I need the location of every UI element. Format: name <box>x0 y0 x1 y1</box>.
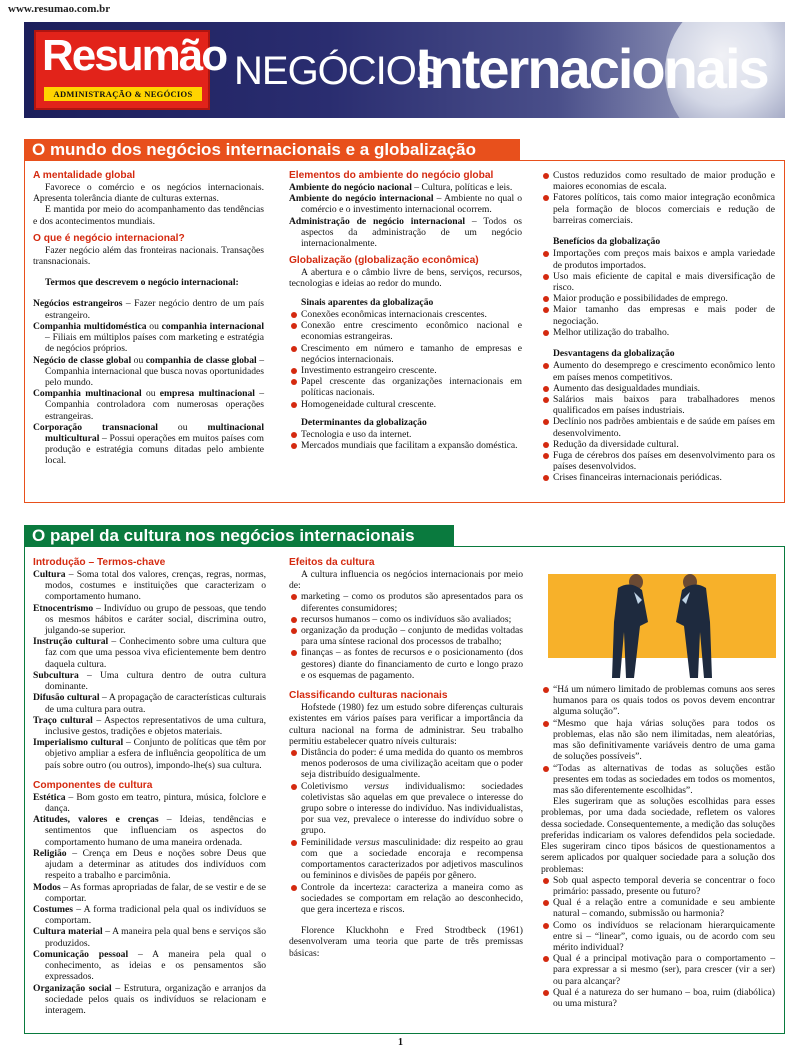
term-entry <box>289 216 522 250</box>
section1-col3 <box>541 170 775 484</box>
term-definition: – Companhia controladora com numerosas operações estrangeiras. <box>45 388 264 422</box>
list-item <box>289 837 523 882</box>
page-title-part2: Internacionais <box>416 37 768 100</box>
list-item: Aumento do desemprego e crescimento econômico lento em países menos competitivos. <box>541 360 775 382</box>
term-name: Corporação transnacional <box>33 421 158 433</box>
term-name: Subcultura <box>33 669 79 681</box>
term-name: Costumes <box>33 904 73 915</box>
level-text: individualismo: sociedades coletivistas são aquelas em que prevalece o interesse do grupo sobre o interesse do indivíduo. Nas individualistas, por sua vez, prevalece o interesse do indivíduo sobre o grupo. <box>301 780 523 837</box>
heading: Classificando culturas nacionais <box>289 690 448 702</box>
term-entry <box>33 848 266 882</box>
list-item: Uso mais eficiente de capital e mais diversificação de risco. <box>541 271 775 293</box>
logo-word: Resumão <box>42 31 227 80</box>
term-definition: – Possui operações em muitos países com produção e estratégia comuns ditadas pelo ambiente local. <box>45 433 264 467</box>
term-name: Difusão cultural <box>33 692 100 704</box>
term-connector: ou <box>157 421 208 433</box>
list-item: Crises financeiras internacionais periódicas. <box>541 472 775 483</box>
term-name: Administração de negócio internacional <box>289 215 466 227</box>
list-item <box>289 882 523 916</box>
term-entry <box>33 904 266 926</box>
heading: Componentes de cultura <box>33 779 153 791</box>
term-name: Ambiente do negócio nacional <box>289 181 412 193</box>
paragraph: Fazer negócio além das fronteiras nacionais. Transações transnacionais. <box>33 244 264 267</box>
term-definition: – A forma tradicional pela qual os indivíduos se comportam. <box>45 904 266 927</box>
list-item: Fuga de cérebros dos países em desenvolvimento para os países desenvolvidos. <box>541 450 775 472</box>
list-item <box>289 781 523 837</box>
site-url[interactable]: www.resumao.com.br <box>8 3 111 15</box>
subheading: Termos que descrevem o negócio internacional: <box>45 277 239 289</box>
list-item: organização da produção – conjunto de medidas voltadas para uma síntese racional dos processos de trabalho; <box>289 625 523 647</box>
paragraph: Eles sugeriram que as soluções escolhidas para esses problemas, por uma dada sociedade, refletem os valores dessa sociedade. Consequentemente, a medição das soluções preferidas indicariam os valores defendidos pela sociedade. Eles sugeriram cinco tipos básicos de questionamentos a serem aplicados por qualquer sociedade para a solução dos problemas: <box>541 796 775 875</box>
term-name: Cultura <box>33 568 66 580</box>
term-entry <box>289 193 522 215</box>
term-entry <box>33 670 266 692</box>
term-entry <box>33 569 266 603</box>
term-definition: – Cultura, políticas e leis. <box>411 181 513 193</box>
section2-title: O papel da cultura nos negócios internacionais <box>24 525 454 547</box>
term-definition: – Filiais em múltiplos países com marketing e estratégia de negócios próprios. <box>45 332 264 355</box>
term-name: Comunicação pessoal <box>33 948 129 960</box>
page-title-part1: NEGÓCIOS <box>234 49 442 93</box>
paragraph: Florence Kluckhohn e Fred Strodtbeck (1961) desenvolveram uma teoria que parte de três premissas básicas: <box>289 925 523 959</box>
list-item: “Todas as alternativas de todas as soluções estão presentes em todas as sociedades em todos os momentos, mas são diferentemente escolhidas”. <box>541 763 775 797</box>
level-versus: versus <box>355 836 380 848</box>
term-entry <box>33 388 264 422</box>
term-name: Modos <box>33 881 61 893</box>
term-name: companhia internacional <box>161 320 265 332</box>
term-name: Atitudes, valores e crenças <box>33 814 159 826</box>
term-definition: – Ambiente no qual o comércio e o investimento internacional ocorrem. <box>301 193 522 216</box>
heading: O que é negócio internacional? <box>33 232 185 244</box>
term-name: Estética <box>33 791 66 803</box>
term-definition: – As formas apropriadas de falar, de se vestir e de se comportar. <box>45 881 266 904</box>
term-definition: – Todos os aspectos da administração de um negócio internacionalmente. <box>301 215 522 250</box>
subheading: Desvantagens da globalização <box>553 348 675 360</box>
term-definition: – A maneira pela qual bens e serviços são produzidos. <box>45 926 266 949</box>
list-item: Melhor utilização do trabalho. <box>541 327 775 338</box>
term-entry <box>33 737 266 771</box>
level-text: Feminilidade <box>301 836 356 848</box>
term-entry <box>33 926 266 948</box>
level-text: masculinidade: diz respeito ao grau com que a sociedade encoraja e recompensa comportamentos caracterizados por adjetivos masculinos ou femininos e divisões de papéis por gênero. <box>301 836 523 882</box>
bowing-businessmen-illustration <box>548 552 776 680</box>
list-item: “Há um número limitado de problemas comuns aos seres humanos para os quais todos os povos devem encontrar alguma solução”. <box>541 684 775 718</box>
paragraph: Favorece o comércio e os negócios internacionais. Apresenta tolerância diante de culturas externas. <box>33 181 264 205</box>
term-definition: – A maneira pela qual o conhecimento, as ideias e os pensamentos são expressados. <box>45 948 266 983</box>
term-entry <box>33 603 266 637</box>
list-item: Mercados mundiais que facilitam a expansão doméstica. <box>289 440 522 451</box>
term-definition: – Conhecimento sobre uma cultura que faz com que uma pessoa viva eficientemente bem dentro daquela cultura. <box>45 636 266 670</box>
heading: Efeitos da cultura <box>289 557 375 568</box>
list-item: Tecnologia e uso da internet. <box>289 429 522 440</box>
list-item: Importações com preços mais baixos e ampla variedade de produtos importados. <box>541 248 775 270</box>
term-entry <box>33 715 266 737</box>
section2-col3 <box>541 684 775 1009</box>
header-banner <box>24 22 785 118</box>
list-item: Fatores políticos, tais como maior integração econômica pela formação de blocos comerciais e redução de barreiras comerciais. <box>541 192 775 226</box>
list-item: marketing – como os produtos são apresentados para os diferentes consumidores; <box>289 591 523 613</box>
subheading: Benefícios da globalização <box>553 236 661 248</box>
paragraph: E mantida por meio do acompanhamento das tendências e dos acontecimentos mundiais. <box>33 204 264 227</box>
list-item: Declínio nos padrões ambientais e de saúde em países em desenvolvimento. <box>541 416 775 438</box>
term-name: Negócio de classe global <box>33 354 132 366</box>
term-definition: – Conjunto de políticas que têm por objetivo ampliar a esfera de influência geopolítica de um país sobre outro (ou outros), impondo-lhe(s) sua cultura. <box>45 737 266 771</box>
list-item: Maior produção e possibilidades de emprego. <box>541 293 775 304</box>
term-name: Companhia multidoméstica <box>33 320 147 332</box>
list-item: Conexões econômicas internacionais crescentes. <box>289 309 522 320</box>
term-name: companhia de classe global <box>145 354 257 366</box>
term-definition: – A propagação de características culturais de uma cultura para outra. <box>45 692 266 715</box>
term-definition: – Uma cultura dentro de outra cultura dominante. <box>45 669 266 693</box>
term-definition: – Fazer negócio dentro de um país estrangeiro. <box>45 298 265 321</box>
term-name: Imperialismo cultural <box>33 737 124 749</box>
list-item: Maior tamanho das empresas e mais poder de negociação. <box>541 304 775 326</box>
term-name: Companhia multinacional <box>33 388 142 400</box>
list-item: Aumento das desigualdades mundiais. <box>541 383 775 394</box>
list-item: “Mesmo que haja várias soluções para todos os problemas, elas não são nem ilimitadas, nem aleatórias, mas são definitivamente variáveis dentro de uma gama de soluções possíveis”. <box>541 718 775 763</box>
term-definition: – Companhia internacional que busca novas oportunidades pelo mundo. <box>45 354 265 388</box>
list-item: recursos humanos – como os indivíduos são avaliados; <box>289 614 523 625</box>
level-text: Distância do poder: é uma medida do quanto os membros menos poderosos de uma civilização aceitam que o poder seja distribuído desigualmente. <box>301 746 523 781</box>
term-connector: ou <box>131 354 146 366</box>
term-entry <box>289 182 522 193</box>
list-item: finanças – as fontes de recursos e o posicionamento (dos gestores) diante do financiamento de curto e longo prazo e os esquemas de pagamento. <box>289 647 523 681</box>
term-definition: – Crença em Deus e noções sobre Deus que ajudam a determinar as atitudes dos indivíduos com respeito a trabalho e parcimônia. <box>45 847 266 882</box>
term-entry <box>33 692 266 714</box>
term-entry <box>33 636 266 670</box>
list-item: Qual é a natureza do ser humano – boa, ruim (diabólica) ou uma mistura? <box>541 987 775 1009</box>
term-definition: – Indivíduo ou grupo de pessoas, que tendo os mesmos hábitos e caráter social, discrimina outro, julgando-se superior. <box>45 602 266 637</box>
term-connector: ou <box>146 320 162 332</box>
paragraph: A abertura e o câmbio livre de bens, serviços, recursos, tecnologias e ideias ao redor do mundo. <box>289 267 522 290</box>
list-item: Qual é a relação entre a comunidade e seu ambiente natural – comando, submissão ou harmonia? <box>541 897 775 919</box>
list-item: Homogeneidade cultural crescente. <box>289 399 522 410</box>
term-name: Traço cultural <box>33 714 93 726</box>
term-name: Etnocentrismo <box>33 602 94 614</box>
term-name: Ambiente do negócio internacional <box>289 193 434 205</box>
heading: Globalização (globalização econômica) <box>289 255 479 267</box>
paragraph: Hofstede (1980) fez um estudo sobre diferenças culturais existentes em vários países para verificar a importância da cultura nacional na forma de administrar. Seu trabalho permitiu estabelecer quatro níveis culturais: <box>289 702 523 747</box>
term-name: Cultura material <box>33 926 103 938</box>
term-entry <box>33 814 266 848</box>
term-name: Organização social <box>33 982 112 994</box>
term-entry <box>33 983 266 1017</box>
list-item <box>289 747 523 781</box>
term-name: multinacional multicultural <box>45 421 264 445</box>
section2-col2 <box>289 557 523 959</box>
subheading: Sinais aparentes da globalização <box>301 296 434 308</box>
section1-title: O mundo dos negócios internacionais e a globalização <box>24 139 520 161</box>
term-definition: – Aspectos representativos de uma cultura, inclusive gestos, tradições e objetos materiais. <box>45 714 266 737</box>
heading: A mentalidade global <box>33 170 136 181</box>
level-text: Coletivismo <box>301 780 365 792</box>
term-definition: – Soma total dos valores, crenças, regras, normas, modos, costumes e instituições que caracterizam o comportamento humano. <box>45 568 266 603</box>
term-entry <box>33 882 266 904</box>
level-text: Controle da incerteza: caracteriza a maneira como as sociedades se comportam em relação ao desconhecido, que gera incerteza e riscos. <box>301 881 523 915</box>
term-name: Instrução cultural <box>33 636 109 648</box>
term-definition: – Ideias, tendências e sentimentos que influenciam os aspectos do comportamento humano de uma maneira ordenada. <box>45 814 266 848</box>
section1-col1 <box>33 170 264 467</box>
list-item: Como os indivíduos se relacionam hierarquicamente entre si – “linear”, como iguais, ou de acordo com seu mérito individual? <box>541 920 775 954</box>
paragraph: A cultura influencia os negócios internacionais por meio de: <box>289 568 523 592</box>
term-definition: – Estrutura, organização e arranjos da sociedade pelos quais os indivíduos se relacionam e interagem. <box>45 982 266 1016</box>
page-number: 1 <box>398 1037 403 1048</box>
term-connector: ou <box>141 388 160 400</box>
list-item: Salários mais baixos para trabalhadores menos qualificados em países industriais. <box>541 394 775 416</box>
heading: Elementos do ambiente do negócio global <box>289 170 494 181</box>
term-name: Religião <box>33 847 67 859</box>
list-item: Papel crescente das organizações internacionais em políticas nacionais. <box>289 376 522 398</box>
list-item: Qual é a principal motivação para o comportamento – para expressar a si mesmo (ser), para crescer (vir a ser) ou para alcançar? <box>541 953 775 987</box>
term-definition: – Bom gosto em teatro, pintura, música, folclore e dança. <box>45 791 266 815</box>
list-item: Redução da diversidade cultural. <box>541 439 775 450</box>
list-item: Crescimento em número e tamanho de empresas e negócios internacionais. <box>289 343 522 365</box>
subheading: Determinantes da globalização <box>301 416 427 428</box>
section2-col1 <box>33 557 266 1016</box>
term-name: empresa multinacional <box>159 388 255 400</box>
term-entry <box>33 321 264 355</box>
term-entry <box>33 792 266 814</box>
list-item: Sob qual aspecto temporal deveria se concentrar o foco primário: passado, presente ou futuro? <box>541 875 775 897</box>
list-item: Custos reduzidos como resultado de maior produção e maiores economias de escala. <box>541 170 775 192</box>
list-item: Conexão entre crescimento econômico nacional e economias estrangeiras. <box>289 320 522 342</box>
logo <box>34 30 227 110</box>
term-entry <box>33 949 266 983</box>
term-entry <box>33 298 264 320</box>
logo-subtitle: ADMINISTRAÇÃO & NEGÓCIOS <box>44 87 202 101</box>
term-entry <box>33 355 264 389</box>
term-entry <box>33 422 264 467</box>
list-item: Investimento estrangeiro crescente. <box>289 365 522 376</box>
level-versus: versus <box>364 780 389 792</box>
heading: Introdução – Termos-chave <box>33 557 166 568</box>
term-name: Negócios estrangeiros <box>33 298 123 310</box>
section1-col2 <box>289 170 522 451</box>
